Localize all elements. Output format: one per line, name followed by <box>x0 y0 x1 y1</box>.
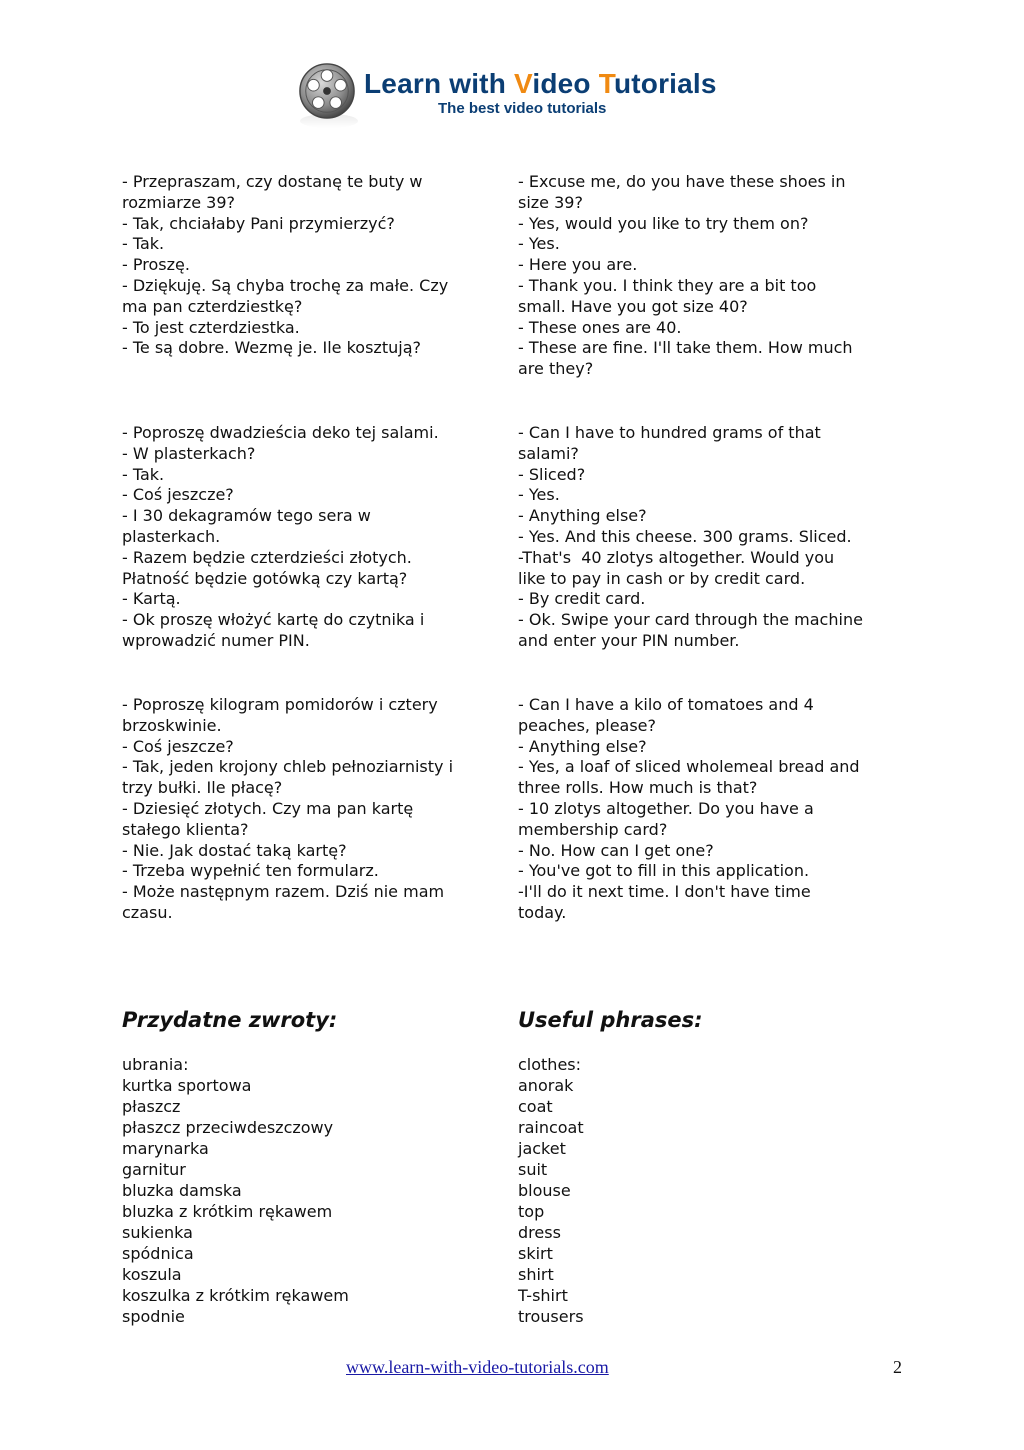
list-item: marynarka <box>122 1139 209 1158</box>
phrases-heading-polish: Przydatne zwroty: <box>122 1008 338 1032</box>
logo-subtitle: The best video tutorials <box>438 100 607 117</box>
list-item: trousers <box>518 1307 584 1326</box>
dialogue-1-polish: - Przepraszam, czy dostanę te buty w rozmiarze 39? - Tak, chciałaby Pani przymierzyć? - Tak. - Proszę. - Dziękuję. Są chyba trochę za małe. Czy ma pan czterdziestkę? - To jest czterdziestka. - Te są dobre. Wezmę je. Ile kosztują? <box>122 172 449 358</box>
list-item: coat <box>518 1097 553 1116</box>
film-reel-icon <box>298 62 356 120</box>
list-item: ubrania: <box>122 1055 189 1074</box>
list-item: suit <box>518 1160 548 1179</box>
header-logo <box>298 62 738 128</box>
phrases-list-polish <box>122 1054 349 1327</box>
list-item: garnitur <box>122 1160 186 1179</box>
list-item: spodnie <box>122 1307 185 1326</box>
list-item: kurtka sportowa <box>122 1076 252 1095</box>
phrases-heading-english: Useful phrases: <box>518 1008 703 1032</box>
phrases-list-english <box>518 1054 584 1327</box>
list-item: anorak <box>518 1076 574 1095</box>
list-item: bluzka z krótkim rękawem <box>122 1202 333 1221</box>
list-item: koszulka z krótkim rękawem <box>122 1286 349 1305</box>
dialogue-2-polish: - Poproszę dwadzieścia deko tej salami. - W plasterkach? - Tak. - Coś jeszcze? - I 30 dekagramów tego sera w plasterkach. - Razem będzie czterdzieści złotych. Płatność będzie gotówką czy kartą? - Kartą. - Ok proszę włożyć kartę do czytnika i wprowadzić numer PIN. <box>122 423 439 650</box>
list-item: koszula <box>122 1265 182 1284</box>
list-item: blouse <box>518 1181 571 1200</box>
list-item: T-shirt <box>518 1286 568 1305</box>
list-item: bluzka damska <box>122 1181 242 1200</box>
logo-title: Learn with Video Tutorials <box>364 68 717 99</box>
dialogue-2-english: - Can I have to hundred grams of that salami? - Sliced? - Yes. - Anything else? - Yes. And this cheese. 300 grams. Sliced. -That's 40 zlotys altogether. Would you like to pay in cash or by credit card. - By credit card. - Ok. Swipe your card through the machine and enter your PIN number. <box>518 423 863 650</box>
list-item: skirt <box>518 1244 553 1263</box>
list-item: shirt <box>518 1265 554 1284</box>
list-item: jacket <box>518 1139 566 1158</box>
footer-website-link[interactable]: www.learn-with-video-tutorials.com <box>346 1357 609 1377</box>
list-item: spódnica <box>122 1244 194 1263</box>
list-item: płaszcz przeciwdeszczowy <box>122 1118 334 1137</box>
list-item: sukienka <box>122 1223 193 1242</box>
list-item: płaszcz <box>122 1097 181 1116</box>
list-item: raincoat <box>518 1118 584 1137</box>
page-number: 2 <box>893 1357 902 1377</box>
dialogue-3-polish: - Poproszę kilogram pomidorów i cztery brzoskwinie. - Coś jeszcze? - Tak, jeden krojony chleb pełnoziarnisty i trzy bułki. Ile płacę? - Dziesięć złotych. Czy ma pan kartę stałego klienta? - Nie. Jak dostać taką kartę? - Trzeba wypełnić ten formularz. - Może następnym razem. Dziś nie mam czasu. <box>122 695 454 922</box>
list-item: top <box>518 1202 545 1221</box>
dialogue-1-english: - Excuse me, do you have these shoes in size 39? - Yes, would you like to try them on? - Yes. - Here you are. - Thank you. I think they are a bit too small. Have you got size 40? - These ones are 40. - These are fine. I'll take them. How much are they? <box>518 172 853 379</box>
dialogue-3-english: - Can I have a kilo of tomatoes and 4 peaches, please? - Anything else? - Yes, a loaf of sliced wholemeal bread and three rolls. How much is that? - 10 zlotys altogether. Do you have a membership card? - No. How can I get one? - You've got to fill in this application. -I'll do it next time. I don't have time today. <box>518 695 860 922</box>
list-item: dress <box>518 1223 561 1242</box>
list-item: clothes: <box>518 1055 582 1074</box>
